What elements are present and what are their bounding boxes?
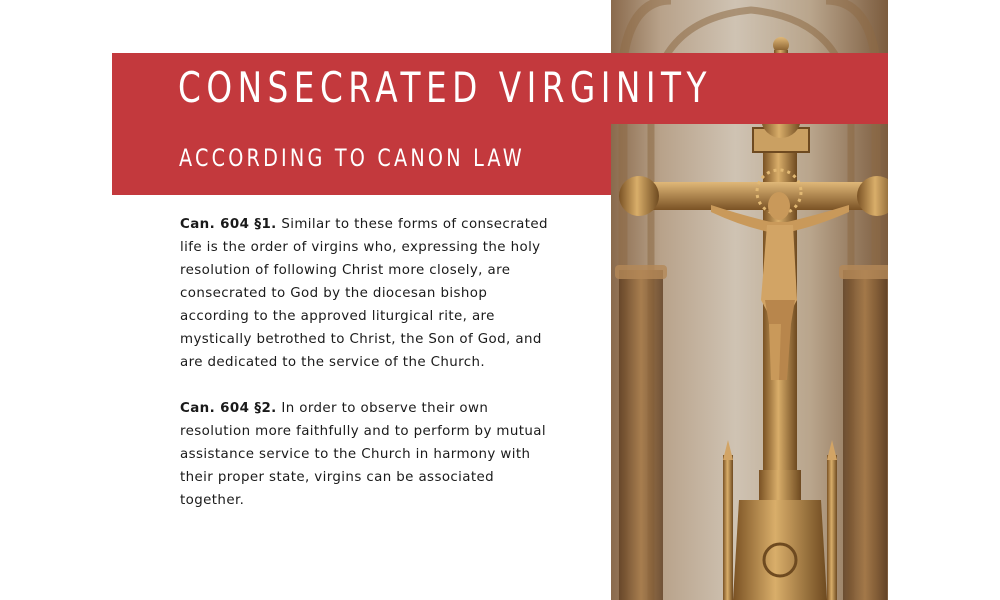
canon-paragraph-1 bbox=[180, 213, 560, 374]
canon-text: Similar to these forms of consecrated life is the order of virgins who, expressing the holy resolution of following Christ more closely, are consecrated to God by the diocesan bishop according to the approved liturgical rite, are mystically betrothed to Christ, the Son of God, and are dedicated to the service of the Church. bbox=[180, 217, 548, 370]
canon-paragraph-2 bbox=[180, 397, 560, 512]
page-subtitle: ACCORDING TO CANON LAW bbox=[179, 144, 525, 172]
canon-reference: Can. 604 §1. bbox=[180, 217, 277, 232]
canon-text: In order to observe their own resolution more faithfully and to perform by mutual assistance service to the Church in harmony with their proper state, virgins can be associated together. bbox=[180, 401, 547, 508]
canon-reference: Can. 604 §2. bbox=[180, 401, 277, 416]
page-title: CONSECRATED VIRGINITY bbox=[178, 63, 712, 112]
